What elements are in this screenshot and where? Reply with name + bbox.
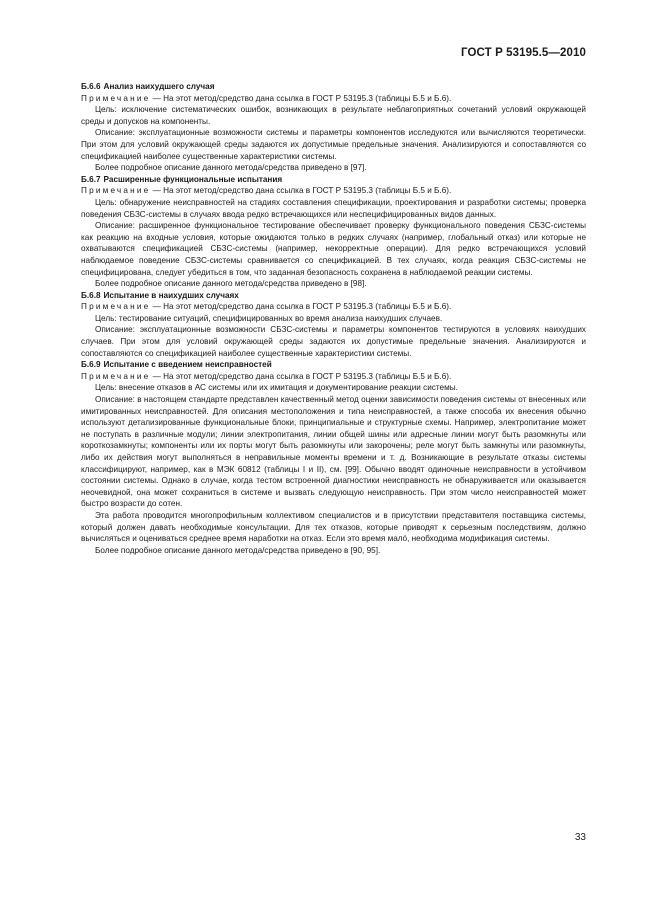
paragraph: Описание: эксплуатационные возможности системы и параметры компонентов исследуются или вычисляются теоретически. При этом для условий окружающей среды задаются их допустимые предельные значения. Анализируются и сопоставляются со спецификацией наиболее существенные характеристики системы. <box>81 128 586 161</box>
paragraph: Цель: внесение отказов в АС системы или их имитация и документирование реакции системы. <box>95 383 458 393</box>
paragraph: Описание: эксплуатационные возможности СБЗС-системы и параметры компонентов тестируются в условиях наихудших случаев. При этом для условий окружающей среды задаются их допустимые предельные значения. Анализируются и сопоставляются со спецификацией наиболее существенные характеристики системы. <box>81 325 586 358</box>
note <box>81 93 586 105</box>
section-heading <box>81 174 586 186</box>
note-text: — На этот метод/средство дана ссылка в ГОСТ Р 53195.3 (таблицы Б.5 и Б.6). <box>152 186 452 196</box>
section-heading <box>81 81 586 93</box>
paragraph: Описание: в настоящем стандарте представлен качественный метод оценки зависимости поведения системы от внесенных или имитированных неисправностей. Для описания местоположения и типа неисправностей, а также способа их внесения обычно используют детализированные функциональные блоки, принципиальные и структурные схемы. Например, электропитание может не поступать в различные модули; линии электропитания, линии общей шины или адресные линии могут быть разомкнуты или короткозамкнуты; компоненты или их порты могут быть разомкнуты или закорочены; реле могут быть замкнуты или разомкнуты, либо их действия могут выполняться в неправильные моменты времени и т. д. Возникающие в результате отказы системы классифицируют, например, как в МЭК 60812 (таблицы I и II), см. [99]. Обычно вводят одиночные неисправности в устойчивом состоянии системы. Однако в случае, когда тестом встроенной диагностики неисправность не обнаруживается или оказывается неочевидной, она может сохраниться в системе и вызвать следующую неисправность. При этом число неисправностей может быстро возрасти до сотен. <box>81 395 586 509</box>
note-label: Примечание <box>81 93 151 103</box>
note-label: Примечание <box>81 186 151 196</box>
paragraph: Более подробное описание данного метода/средства приведено в [97]. <box>95 163 367 173</box>
document-code: ГОСТ Р 53195.5—2010 <box>461 47 586 59</box>
note <box>81 371 586 383</box>
section-title: Испытание в наихудших случаях <box>103 290 239 300</box>
section-number: Б.6.7 <box>81 174 101 184</box>
paragraph: Цель: тестирование ситуаций, специфицированных во время анализа наихудших случаев. <box>95 313 443 323</box>
section-number: Б.6.9 <box>81 360 101 370</box>
section-number: Б.6.8 <box>81 290 101 300</box>
section-title: Анализ наихудшего случая <box>103 82 215 91</box>
page-number: 33 <box>574 832 586 843</box>
paragraph: Более подробное описание данного метода/средства приведено в [98]. <box>95 279 367 289</box>
paragraph: Цель: исключение систематических ошибок, возникающих в результате неблагоприятных сочетаний условий окружающей среды и допусков на компоненты. <box>81 105 586 126</box>
paragraph: Более подробное описание данного метода/средства приведено в [90, 95]. <box>95 545 381 555</box>
document-body <box>81 81 586 556</box>
note-text: — На этот метод/средство дана ссылка в ГОСТ Р 53195.3 (таблицы Б.5 и Б.6). <box>152 93 452 103</box>
section-title: Испытание с введением неисправностей <box>103 360 272 370</box>
note-label: Примечание <box>81 371 151 381</box>
section-heading <box>81 359 586 371</box>
note-text: — На этот метод/средство дана ссылка в ГОСТ Р 53195.3 (таблицы Б.5 и Б.6). <box>152 371 452 381</box>
paragraph: Цель: обнаружение неисправностей на стадиях составления спецификации, проектирования и разработки системы; проверка поведения СБЗС-системы в случаях ввода редко встречающихся или неспецифицированных видов данных. <box>81 197 586 219</box>
section-title: Расширенные функциональные испытания <box>103 174 283 184</box>
note <box>81 301 586 313</box>
note-label: Примечание <box>81 302 151 312</box>
note <box>81 185 586 197</box>
section-number: Б.6.6 <box>81 82 101 91</box>
section-heading <box>81 290 586 302</box>
paragraph: Эта работа проводится многопрофильным коллективом специалистов и в присутствии представителя поставщика системы, который должен давать необходимые консультации. Для тех отказов, которые приводят к серьезным последствиям, должно вычисляться и оцениваться среднее время наработки на отказ. Если это время мaлó, необходима модификация системы. <box>81 510 586 544</box>
paragraph: Описание: расширенное функциональное тестирование обеспечивает проверку функционального поведения СБЗС-системы как реакцию на входные условия, которые ожидаются только в редких случаях (например, глобальный отказ) или которые не охватываются спецификацией СБЗС-системы (например, некорректные операции). Для редко встречающихся условий наблюдаемое поведение СБЗС-системы сравнивается со спецификацией. В тех случаях, когда реакция СБЗС-системы не специфицирована, следует убедиться в том, что заданная безопасность сохранена в наблюдаемой реакции системы. <box>81 221 586 277</box>
note-text: — На этот метод/средство дана ссылка в ГОСТ Р 53195.3 (таблицы Б.5 и Б.6). <box>152 302 452 312</box>
